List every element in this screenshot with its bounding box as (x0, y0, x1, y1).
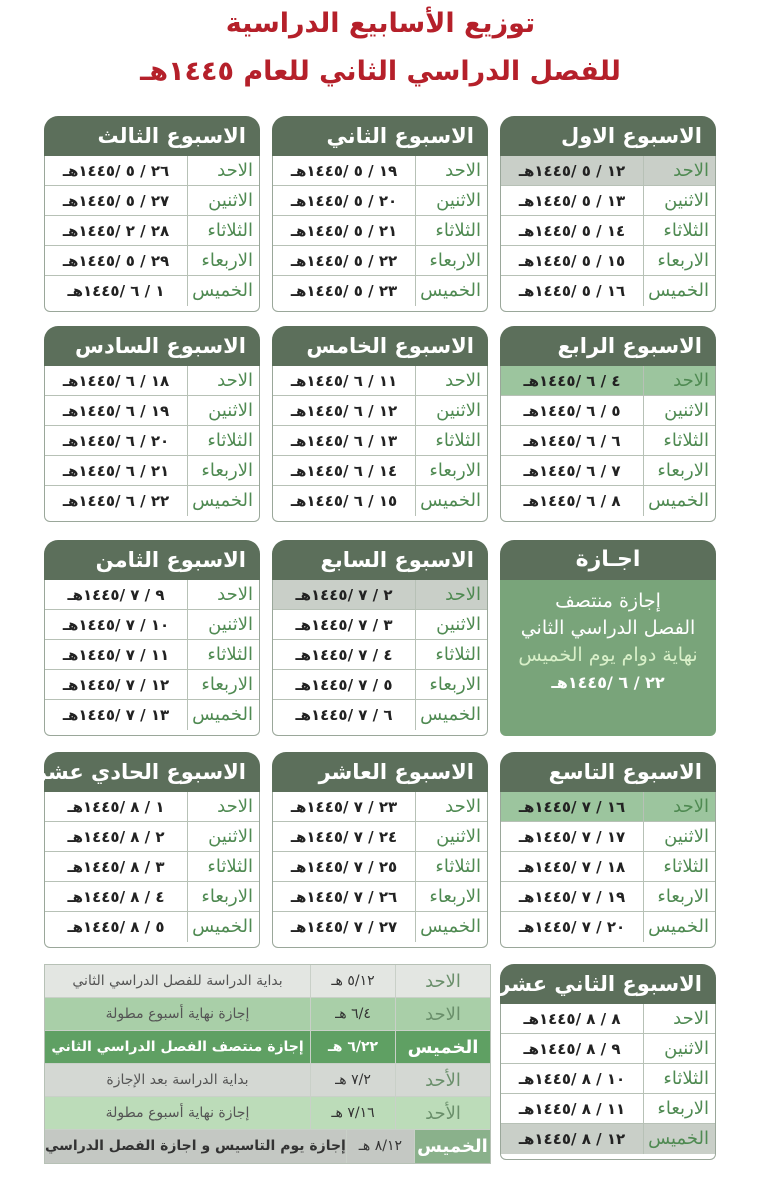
day-name: الخميس (415, 700, 487, 730)
day-row (45, 700, 259, 730)
day-name: الاربعاء (187, 246, 259, 275)
day-name: الاثنين (643, 186, 715, 215)
day-name: الاربعاء (415, 882, 487, 911)
event-row (45, 1031, 490, 1064)
day-name: الخميس (187, 912, 259, 942)
day-row (273, 456, 487, 486)
week-card (500, 752, 716, 948)
day-row (45, 456, 259, 486)
day-name: الاثنين (415, 396, 487, 425)
day-date: ١٩ / ٥ /١٤٤٥هـ (290, 162, 398, 180)
day-row (273, 610, 487, 640)
day-date: ١٢ / ٥ /١٤٤٥هـ (518, 162, 626, 180)
day-row (501, 1004, 715, 1034)
day-name: الخميس (187, 276, 259, 306)
day-date: ١٢ / ٧ /١٤٤٥هـ (62, 676, 170, 694)
week-title: الاسبوع الرابع (500, 326, 716, 366)
day-date: ١١ / ٨ /١٤٤٥هـ (518, 1100, 626, 1118)
day-row (501, 456, 715, 486)
day-row (501, 852, 715, 882)
day-name: الاحد (643, 1004, 715, 1033)
week-table (500, 156, 716, 312)
day-row (501, 186, 715, 216)
day-name: الاحد (643, 366, 715, 395)
day-row (45, 216, 259, 246)
day-row (45, 580, 259, 610)
day-name: الثلاثاء (415, 426, 487, 455)
day-row (45, 366, 259, 396)
day-row (273, 216, 487, 246)
vacation-body (500, 580, 716, 736)
week-card (500, 116, 716, 312)
day-date: ١٥ / ٥ /١٤٤٥هـ (518, 252, 626, 270)
event-day: الأحد (425, 1070, 461, 1091)
day-name: الاربعاء (415, 456, 487, 485)
day-date: ٥ / ٦ /١٤٤٥هـ (523, 402, 621, 420)
day-date: ٢٦ / ٧ /١٤٤٥هـ (290, 888, 398, 906)
day-date: ٢٥ / ٧ /١٤٤٥هـ (290, 858, 398, 876)
day-date: ١٩ / ٦ /١٤٤٥هـ (62, 402, 170, 420)
vacation-line-2: الفصل الدراسي الثاني (520, 617, 696, 639)
day-row (45, 912, 259, 942)
day-date: ٢٩ / ٥ /١٤٤٥هـ (62, 252, 170, 270)
week-card (44, 326, 260, 522)
events-table (44, 964, 491, 1164)
day-date: ١٣ / ٦ /١٤٤٥هـ (290, 432, 398, 450)
day-date: ٤ / ٧ /١٤٤٥هـ (295, 646, 393, 664)
day-name: الاربعاء (415, 246, 487, 275)
day-row (45, 610, 259, 640)
day-date: ١٣ / ٧ /١٤٤٥هـ (62, 706, 170, 724)
day-date: ٩ / ٧ /١٤٤٥هـ (67, 586, 165, 604)
day-date: ١٠ / ٨ /١٤٤٥هـ (518, 1070, 626, 1088)
event-date: ٨/١٢ هـ (346, 1130, 415, 1163)
day-name: الخميس (415, 912, 487, 942)
week-card (272, 540, 488, 736)
day-row (501, 792, 715, 822)
day-row (501, 1124, 715, 1154)
week-table (44, 580, 260, 736)
event-date: ٥/١٢ هـ (310, 965, 396, 997)
day-name: الاربعاء (643, 1094, 715, 1123)
day-row (273, 156, 487, 186)
day-name: الثلاثاء (187, 852, 259, 881)
day-date: ٢٠ / ٥ /١٤٤٥هـ (290, 192, 398, 210)
day-name: الخميس (415, 276, 487, 306)
day-row (45, 670, 259, 700)
day-date: ٣ / ٧ /١٤٤٥هـ (295, 616, 393, 634)
event-text: بداية الدراسة للفصل الدراسي الثاني (72, 973, 283, 989)
week-table (272, 580, 488, 736)
day-name: الاحد (415, 580, 487, 609)
day-date: ١٢ / ٦ /١٤٤٥هـ (290, 402, 398, 420)
day-date: ٦ / ٦ /١٤٤٥هـ (523, 432, 621, 450)
day-date: ٢٠ / ٧ /١٤٤٥هـ (518, 918, 626, 936)
event-date: ٧/٢ هـ (310, 1064, 396, 1096)
week-title: الاسبوع الثامن (44, 540, 260, 580)
day-name: الاثنين (187, 822, 259, 851)
day-date: ٢٣ / ٧ /١٤٤٥هـ (290, 798, 398, 816)
event-text: إجازة نهاية أسبوع مطولة (105, 1006, 250, 1022)
day-name: الاحد (187, 580, 259, 609)
day-date: ١٤ / ٦ /١٤٤٥هـ (290, 462, 398, 480)
week-title: الاسبوع السادس (44, 326, 260, 366)
day-date: ٥ / ٨ /١٤٤٥هـ (67, 918, 165, 936)
event-text: إجازة منتصف الفصل الدراسي الثاني (51, 1039, 304, 1055)
day-row (45, 640, 259, 670)
day-name: الخميس (187, 700, 259, 730)
day-row (501, 366, 715, 396)
event-day: الاحد (425, 1004, 461, 1025)
event-text: إجازة يوم التاسيس و اجازة الفصل الدراسي (45, 1138, 346, 1154)
day-name: الاثنين (187, 396, 259, 425)
day-name: الخميس (643, 276, 715, 306)
day-row (501, 882, 715, 912)
day-date: ٢ / ٧ /١٤٤٥هـ (295, 586, 393, 604)
day-name: الخميس (415, 486, 487, 516)
event-date: ٦/٢٢ هـ (310, 1031, 396, 1063)
week-card (500, 326, 716, 522)
day-date: ٢٢ / ٥ /١٤٤٥هـ (290, 252, 398, 270)
day-row (273, 426, 487, 456)
day-row (501, 1064, 715, 1094)
week-title: الاسبوع التاسع (500, 752, 716, 792)
day-date: ٢٧ / ٥ /١٤٤٥هـ (62, 192, 170, 210)
day-date: ٢٢ / ٦ /١٤٤٥هـ (62, 492, 170, 510)
day-name: الثلاثاء (187, 640, 259, 669)
day-name: الخميس (643, 486, 715, 516)
day-name: الثلاثاء (643, 216, 715, 245)
day-row (45, 822, 259, 852)
page-title: توزيع الأسابيع الدراسية (225, 8, 536, 39)
day-name: الاحد (187, 156, 259, 185)
day-date: ٢٦ / ٥ /١٤٤٥هـ (62, 162, 170, 180)
day-date: ١٣ / ٥ /١٤٤٥هـ (518, 192, 626, 210)
week-table (272, 792, 488, 948)
day-row (273, 396, 487, 426)
event-row (45, 1097, 490, 1130)
day-row (501, 156, 715, 186)
day-row (273, 670, 487, 700)
day-row (273, 912, 487, 942)
day-date: ٢ / ٨ /١٤٤٥هـ (67, 828, 165, 846)
day-row (273, 276, 487, 306)
day-row (501, 822, 715, 852)
day-date: ٨ / ٦ /١٤٤٥هـ (523, 492, 621, 510)
day-name: الاثنين (415, 610, 487, 639)
week-table (500, 792, 716, 948)
day-name: الخميس (643, 1124, 715, 1154)
day-row (45, 852, 259, 882)
day-date: ١١ / ٦ /١٤٤٥هـ (290, 372, 398, 390)
day-name: الثلاثاء (415, 216, 487, 245)
day-date: ١٤ / ٥ /١٤٤٥هـ (518, 222, 626, 240)
day-name: الاحد (415, 792, 487, 821)
day-name: الاربعاء (187, 456, 259, 485)
week-table (500, 366, 716, 522)
day-row (273, 700, 487, 730)
week-table (44, 366, 260, 522)
day-row (501, 216, 715, 246)
week-title: الاسبوع الثاني (272, 116, 488, 156)
day-name: الاحد (643, 792, 715, 821)
day-date: ١ / ٦ /١٤٤٥هـ (67, 282, 165, 300)
event-day: الخميس (415, 1130, 490, 1163)
event-text: بداية الدراسة بعد الإجازة (106, 1072, 249, 1088)
day-name: الثلاثاء (415, 640, 487, 669)
day-name: الاثنين (415, 822, 487, 851)
week-table (272, 156, 488, 312)
day-date: ١٦ / ٧ /١٤٤٥هـ (518, 798, 626, 816)
week-title: الاسبوع الثالث (44, 116, 260, 156)
event-day: الأحد (425, 1103, 461, 1124)
day-name: الاثنين (187, 610, 259, 639)
day-date: ٧ / ٦ /١٤٤٥هـ (523, 462, 621, 480)
day-name: الاربعاء (643, 456, 715, 485)
day-date: ١٢ / ٨ /١٤٤٥هـ (518, 1130, 626, 1148)
day-date: ١٩ / ٧ /١٤٤٥هـ (518, 888, 626, 906)
day-date: ٥ / ٧ /١٤٤٥هـ (295, 676, 393, 694)
week-card (272, 752, 488, 948)
day-date: ١٨ / ٦ /١٤٤٥هـ (62, 372, 170, 390)
day-name: الاثنين (643, 822, 715, 851)
day-name: الثلاثاء (187, 426, 259, 455)
day-name: الخميس (643, 912, 715, 942)
event-row (45, 965, 490, 998)
day-name: الاثنين (643, 1034, 715, 1063)
day-row (273, 186, 487, 216)
day-name: الثلاثاء (187, 216, 259, 245)
week-title: الاسبوع الثاني عشر (500, 964, 716, 1004)
day-date: ٨ / ٨ /١٤٤٥هـ (523, 1010, 621, 1028)
day-name: الخميس (187, 486, 259, 516)
week-table (44, 156, 260, 312)
day-row (501, 246, 715, 276)
day-row (45, 396, 259, 426)
day-row (501, 486, 715, 516)
day-row (45, 156, 259, 186)
vacation-line-1: إجازة منتصف (555, 590, 661, 612)
day-date: ١٥ / ٦ /١٤٤٥هـ (290, 492, 398, 510)
day-date: ٢٨ / ٢ /١٤٤٥هـ (62, 222, 170, 240)
week-card (272, 326, 488, 522)
day-row (45, 792, 259, 822)
event-day: الاحد (425, 971, 461, 992)
day-date: ١ / ٨ /١٤٤٥هـ (67, 798, 165, 816)
event-date: ٦/٤ هـ (310, 998, 396, 1030)
day-name: الثلاثاء (643, 426, 715, 455)
day-row (273, 640, 487, 670)
week-title: الاسبوع العاشر (272, 752, 488, 792)
day-name: الاحد (415, 156, 487, 185)
week-table (500, 1004, 716, 1160)
day-name: الاربعاء (187, 882, 259, 911)
day-row (45, 246, 259, 276)
day-row (273, 852, 487, 882)
day-date: ٤ / ٦ /١٤٤٥هـ (523, 372, 621, 390)
week-table (272, 366, 488, 522)
week-title: الاسبوع الخامس (272, 326, 488, 366)
day-row (45, 486, 259, 516)
day-date: ١٨ / ٧ /١٤٤٥هـ (518, 858, 626, 876)
week-table (44, 792, 260, 948)
day-name: الثلاثاء (643, 852, 715, 881)
day-date: ١١ / ٧ /١٤٤٥هـ (62, 646, 170, 664)
day-date: ٢١ / ٦ /١٤٤٥هـ (62, 462, 170, 480)
day-date: ٢١ / ٥ /١٤٤٥هـ (290, 222, 398, 240)
day-name: الاحد (187, 792, 259, 821)
day-row (501, 276, 715, 306)
day-name: الثلاثاء (643, 1064, 715, 1093)
page-subtitle: للفصل الدراسي الثاني للعام ١٤٤٥هـ (140, 56, 621, 87)
day-row (273, 580, 487, 610)
day-name: الاربعاء (643, 246, 715, 275)
day-name: الاثنين (643, 396, 715, 425)
day-date: ٦ / ٧ /١٤٤٥هـ (295, 706, 393, 724)
event-row (45, 998, 490, 1031)
day-name: الاربعاء (415, 670, 487, 699)
day-date: ٤ / ٨ /١٤٤٥هـ (67, 888, 165, 906)
day-row (501, 1034, 715, 1064)
day-name: الاربعاء (187, 670, 259, 699)
day-row (501, 426, 715, 456)
week-title: الاسبوع الحادي عشر (44, 752, 260, 792)
vacation-title: اجـازة (500, 540, 716, 580)
week-title: الاسبوع الاول (500, 116, 716, 156)
day-name: الاثنين (415, 186, 487, 215)
day-date: ١٧ / ٧ /١٤٤٥هـ (518, 828, 626, 846)
day-row (45, 186, 259, 216)
event-date: ٧/١٦ هـ (310, 1097, 396, 1129)
day-row (273, 882, 487, 912)
day-row (501, 396, 715, 426)
vacation-card (500, 540, 716, 736)
week-card (44, 116, 260, 312)
day-date: ٢٧ / ٧ /١٤٤٥هـ (290, 918, 398, 936)
day-row (273, 486, 487, 516)
event-text: إجازة نهاية أسبوع مطولة (105, 1105, 250, 1121)
day-name: الاحد (187, 366, 259, 395)
day-row (501, 1094, 715, 1124)
day-name: الاربعاء (643, 882, 715, 911)
week-card (500, 964, 716, 1160)
day-row (45, 882, 259, 912)
day-date: ٢٠ / ٦ /١٤٤٥هـ (62, 432, 170, 450)
week-card (44, 540, 260, 736)
day-row (45, 426, 259, 456)
week-title: الاسبوع السابع (272, 540, 488, 580)
day-name: الاحد (643, 156, 715, 185)
day-row (273, 822, 487, 852)
vacation-line-3: نهاية دوام يوم الخميس (518, 644, 698, 666)
day-date: ٩ / ٨ /١٤٤٥هـ (523, 1040, 621, 1058)
day-date: ١٠ / ٧ /١٤٤٥هـ (62, 616, 170, 634)
day-row (273, 366, 487, 396)
vacation-line-4: ٢٢ / ٦ /١٤٤٥هـ (551, 673, 665, 692)
day-row (501, 912, 715, 942)
day-date: ٣ / ٨ /١٤٤٥هـ (67, 858, 165, 876)
day-row (273, 246, 487, 276)
event-day: الخميس (407, 1037, 479, 1058)
day-date: ٢٤ / ٧ /١٤٤٥هـ (290, 828, 398, 846)
event-row (45, 1064, 490, 1097)
day-name: الاحد (415, 366, 487, 395)
day-row (45, 276, 259, 306)
event-row (45, 1130, 490, 1163)
day-date: ٢٣ / ٥ /١٤٤٥هـ (290, 282, 398, 300)
day-name: الاثنين (187, 186, 259, 215)
day-row (273, 792, 487, 822)
day-date: ١٦ / ٥ /١٤٤٥هـ (518, 282, 626, 300)
day-name: الثلاثاء (415, 852, 487, 881)
week-card (34, 752, 260, 948)
week-card (272, 116, 488, 312)
